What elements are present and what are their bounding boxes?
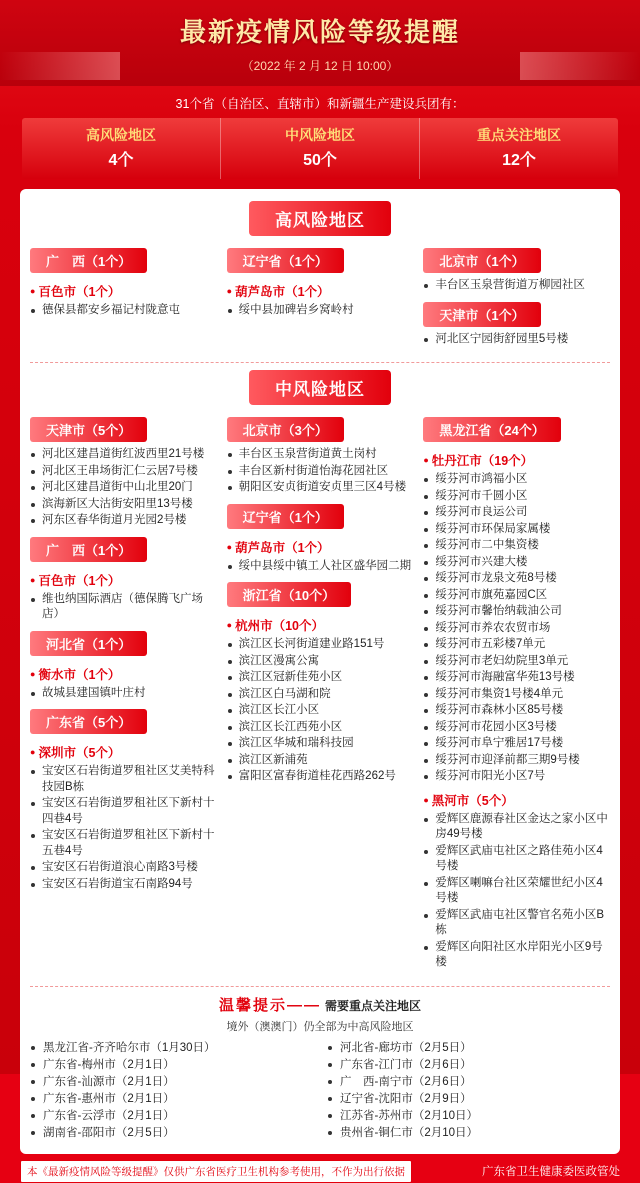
high-risk-band-label: 高风险地区 [249, 201, 391, 236]
tips-right-list [327, 1040, 610, 1142]
stat-label: 中风险地区 [285, 127, 355, 143]
list-item: 宝安区石岩街道罗租社区下新村十五巷4号 [30, 828, 217, 859]
list-item: 绥芬河市二中集资楼 [423, 538, 610, 554]
mid-risk-band-label: 中风险地区 [249, 370, 391, 405]
tips-subtitle: 境外（澳澳门）仍全部为中高风险地区 [226, 1020, 414, 1033]
tips-title-need: 需要重点关注地区 [325, 998, 422, 1013]
issuing-organization: 广东省卫生健康委医政管处 [482, 1166, 620, 1178]
stat-high-risk [22, 118, 221, 179]
list-item: 绥芬河市兴建大楼 [423, 555, 610, 571]
tips-item: 辽宁省-沈阳市（2月9日） [327, 1091, 610, 1108]
tips-item: 广东省-云浮市（2月1日） [30, 1108, 313, 1125]
list-item: 绥芬河市良运公司 [423, 505, 610, 521]
province-label: 天津市（1个） [423, 302, 540, 327]
province-label: 河北省（1个） [30, 631, 147, 656]
page-subtitle: （2022 年 2 月 12 日 10:00） [241, 59, 399, 73]
location-list [30, 592, 217, 623]
city-label: ● 牡丹江市（19个） [423, 454, 534, 468]
tips-item: 贵州省-铜仁市（2月10日） [327, 1125, 610, 1142]
summary-stats [22, 118, 618, 179]
province-label: 广 西（1个） [30, 248, 147, 273]
location-list [30, 303, 217, 319]
mid-risk-columns [30, 415, 610, 977]
stat-count: 50个 [303, 152, 337, 169]
city-label: ● 葫芦岛市（1个） [226, 540, 330, 555]
list-item: 绥芬河市老妇幼院里3单元 [423, 654, 610, 670]
location-list [423, 278, 610, 294]
high-risk-col-2 [227, 246, 414, 353]
mid-risk-col-3 [423, 415, 610, 977]
list-item: 绥芬河市海融富华苑13号楼 [423, 670, 610, 686]
list-item: 绥芬河市集资1号楼4单元 [423, 687, 610, 703]
list-item: 爱辉区向阳社区水岸阳光小区9号楼 [423, 940, 610, 971]
list-item: 绥芬河市五彩楼7单元 [423, 637, 610, 653]
list-item: 爱辉区喇嘛台社区荣耀世纪小区4号楼 [423, 876, 610, 907]
list-item: 滨江区冠新佳苑小区 [227, 670, 414, 686]
list-item: 德保县都安乡福记村陇意屯 [30, 303, 217, 319]
tips-item: 黑龙江省-齐齐哈尔市（1月30日） [30, 1040, 313, 1057]
location-list [30, 447, 217, 529]
tips-item: 广东省-江门市（2月6日） [327, 1057, 610, 1074]
list-item: 滨江区漫寓公寓 [227, 654, 414, 670]
list-item: 绥芬河市鸿福小区 [423, 472, 610, 488]
city-text: 深圳市（5个） [38, 746, 121, 760]
list-item: 爱辉区武庙屯社区警官名苑小区B栋 [423, 908, 610, 939]
city-label: ● 葫芦岛市（1个） [226, 285, 330, 299]
list-item: 绥芬河市阜宁雅居17号楼 [423, 736, 610, 752]
city-text: 牡丹江市（19个） [431, 454, 534, 468]
list-item: 绥芬河市龙泉文苑8号楼 [423, 571, 610, 587]
list-item: 滨江区长江西苑小区 [227, 720, 414, 736]
stat-label: 高风险地区 [86, 127, 156, 143]
city-text: 杭州市（10个） [235, 619, 325, 633]
tips-divider [30, 986, 610, 987]
list-item: 绥芬河市花园小区3号楼 [423, 720, 610, 736]
province-label: 辽宁省（1个） [227, 248, 344, 273]
poster-header [0, 0, 640, 86]
poster-footer [20, 1160, 620, 1183]
list-item: 绥芬河市馨怡纳载油公司 [423, 604, 610, 620]
high-risk-col-1 [30, 246, 217, 353]
list-item: 故城县建国镇叶庄村 [30, 686, 217, 702]
summary-note: 31个省（自治区、直辖市）和新疆生产建设兵团有： [175, 97, 465, 111]
ribbon-left-decoration [0, 52, 120, 80]
tips-item: 广 西-南宁市（2月6日） [327, 1074, 610, 1091]
list-item: 爱辉区武庙屯社区之路佳苑小区4号楼 [423, 844, 610, 875]
high-risk-col-3 [423, 246, 610, 353]
page-title: 最新疫情风险等级提醒 [179, 17, 460, 47]
city-label: ● 衡水市（1个） [30, 667, 121, 682]
location-list [30, 764, 217, 892]
province-label: 北京市（1个） [423, 248, 540, 273]
city-label: ● 深圳市（5个） [30, 746, 121, 760]
list-item: 朝阳区安贞街道安贞里三区4号楼 [227, 480, 414, 496]
province-label: 辽宁省（1个） [227, 504, 344, 529]
stat-watch-area [420, 118, 618, 179]
city-text: 黑河市（5个） [431, 793, 514, 808]
location-list [227, 447, 414, 496]
stat-mid-risk [221, 118, 420, 179]
list-item: 宝安区石岩街道罗租社区艾美特科技园B栋 [30, 764, 217, 795]
province-label: 广东省（5个） [30, 709, 147, 734]
mid-risk-col-2 [227, 415, 414, 977]
location-list [30, 686, 217, 702]
section-divider [30, 362, 610, 363]
tips-title-warm: 温馨提示—— [218, 996, 321, 1014]
list-item: 滨海新区大沽街安阳里13号楼 [30, 497, 217, 513]
city-label: ● 百色市（1个） [30, 285, 121, 299]
disclaimer-note: 本《最新疫情风险等级提醒》仅供广东省医疗卫生机构参考使用，不作为出行依据 [20, 1160, 412, 1183]
list-item: 滨江区新浦苑 [227, 753, 414, 769]
list-item: 绥芬河市森林小区85号楼 [423, 703, 610, 719]
list-item: 滨江区长江小区 [227, 703, 414, 719]
province-label: 天津市（5个） [30, 417, 147, 442]
list-item: 绥中县加碑岩乡窝岭村 [227, 303, 414, 319]
city-text: 葫芦岛市（1个） [235, 285, 330, 299]
province-label: 北京市（3个） [227, 417, 344, 442]
list-item: 河东区春华街道月光园2号楼 [30, 513, 217, 529]
stat-count: 12个 [502, 152, 536, 169]
list-item: 丰台区玉泉营街道黄土岗村 [227, 447, 414, 463]
list-item: 爱辉区鹿源春社区金达之家小区中房49号楼 [423, 812, 610, 843]
list-item: 富阳区富春街道桂花西路262号 [227, 769, 414, 785]
list-item: 维也纳国际酒店（德保腾飞广场店） [30, 592, 217, 623]
list-item: 河北区建昌道街中山北里20门 [30, 480, 217, 496]
location-list [227, 559, 414, 575]
stat-label: 重点关注地区 [477, 127, 561, 143]
list-item: 丰台区新村街道怡海花园社区 [227, 464, 414, 480]
city-label: ● 杭州市（10个） [226, 619, 325, 633]
province-label: 黑龙江省（24个） [423, 417, 560, 442]
list-item: 绥芬河市千圆小区 [423, 489, 610, 505]
high-risk-columns [30, 246, 610, 353]
list-item: 绥芬河市养农农贸市场 [423, 621, 610, 637]
tips-title [30, 994, 610, 1015]
tips-item: 河北省-廊坊市（2月5日） [327, 1040, 610, 1057]
tips-item: 湖南省-邵阳市（2月5日） [30, 1125, 313, 1142]
tips-item: 广东省-梅州市（2月1日） [30, 1057, 313, 1074]
province-label: 广 西（1个） [30, 537, 147, 562]
list-item: 绥芬河市迎泽前都三期9号楼 [423, 753, 610, 769]
list-item: 宝安区石岩街道宝石南路94号 [30, 877, 217, 893]
list-item: 宝安区石岩街道罗租社区下新村十四巷4号 [30, 796, 217, 827]
list-item: 河北区建昌道街红波西里21号楼 [30, 447, 217, 463]
list-item: 绥芬河市阳光小区7号 [423, 769, 610, 785]
ribbon-right-decoration [520, 52, 640, 80]
tips-left-list [30, 1040, 313, 1142]
province-label: 浙江省（10个） [227, 582, 351, 607]
location-list [227, 303, 414, 319]
list-item: 丰台区玉泉营街道万柳园社区 [423, 278, 610, 294]
location-list-2 [423, 812, 610, 971]
city-text: 葫芦岛市（1个） [235, 540, 330, 555]
tips-item: 广东省-汕源市（2月1日） [30, 1074, 313, 1091]
tips-item: 广东省-惠州市（2月1日） [30, 1091, 313, 1108]
location-list [423, 332, 610, 348]
mid-risk-band [30, 370, 610, 405]
list-item: 绥中县绥中镇工人社区盛华园二期 [227, 559, 414, 575]
high-risk-band [30, 201, 610, 236]
list-item: 河北区王串场街汇仁云居7号楼 [30, 464, 217, 480]
tips-columns [30, 1040, 610, 1142]
city-text: 百色市（1个） [38, 285, 121, 299]
list-item: 绥芬河市环保局家属楼 [423, 522, 610, 538]
city-label-2: ● 黑河市（5个） [423, 793, 514, 808]
list-item: 宝安区石岩街道浪心南路3号楼 [30, 860, 217, 876]
city-label: ● 百色市（1个） [30, 573, 121, 588]
mid-risk-col-1 [30, 415, 217, 977]
list-item: 滨江区长河街道建业路151号 [227, 637, 414, 653]
tips-item: 江苏省-苏州市（2月10日） [327, 1108, 610, 1125]
list-item: 绥芬河市旗苑嘉园C区 [423, 588, 610, 604]
city-text: 百色市（1个） [38, 573, 121, 588]
content-card [20, 189, 620, 1154]
location-list [227, 637, 414, 785]
stat-count: 4个 [108, 152, 134, 169]
city-text: 衡水市（1个） [38, 667, 121, 682]
list-item: 滨江区华城和瑞科技园 [227, 736, 414, 752]
location-list [423, 472, 610, 785]
list-item: 河北区宁园街舒园里5号楼 [423, 332, 610, 348]
list-item: 滨江区白马湖和院 [227, 687, 414, 703]
